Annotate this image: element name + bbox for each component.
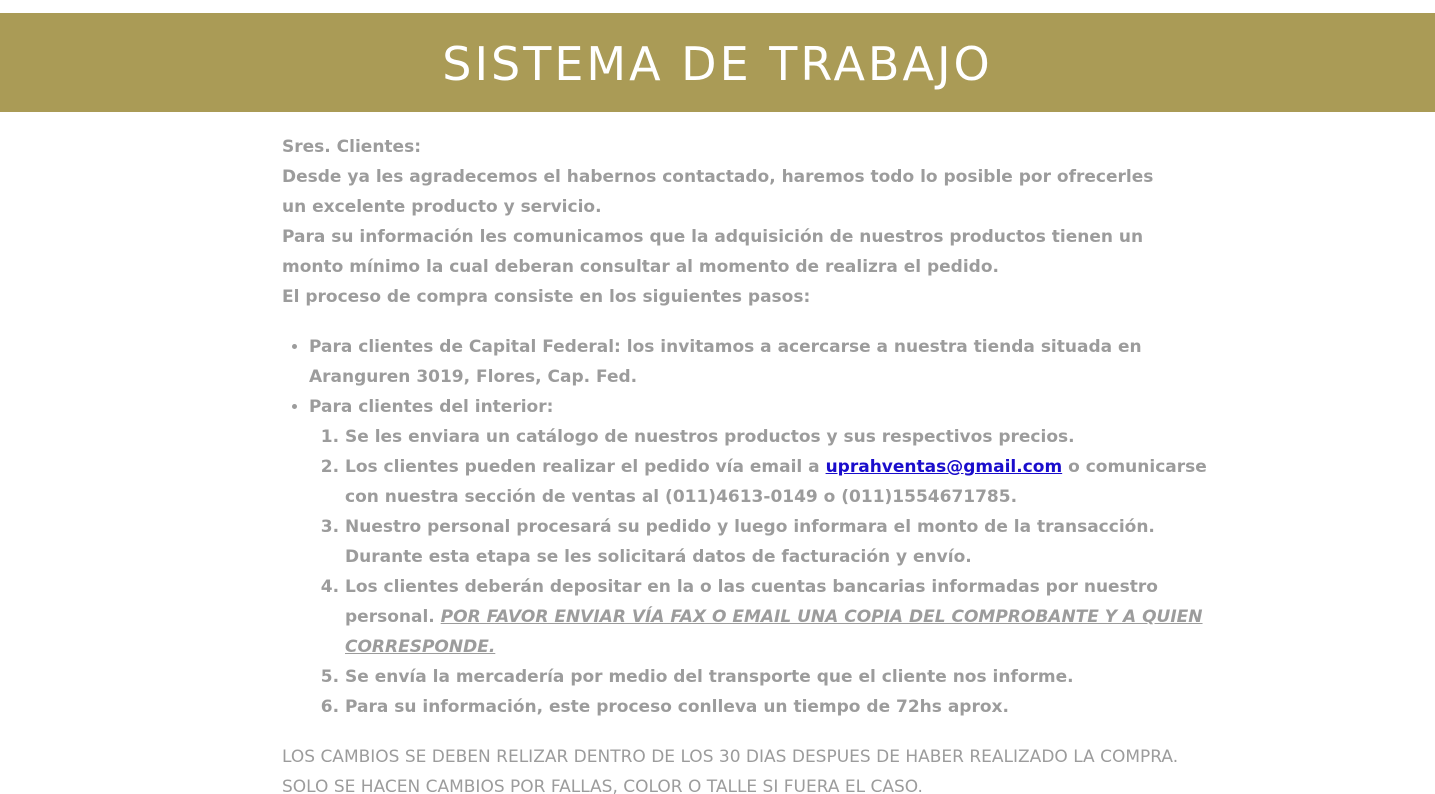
page-header-banner (0, 13, 1435, 112)
main-content (282, 132, 1212, 794)
page-title: SISTEMA DE TRABAJO (442, 36, 993, 91)
list-item-capital (309, 332, 1212, 392)
capital-clients-text: Para clientes de Capital Federal: los invitamos a acercarse a nuestra tienda situada en Aranguren 3019, Flores, Cap. Fed. (309, 337, 1142, 387)
email-link[interactable]: uprahventas@gmail.com (825, 457, 1063, 477)
interior-steps-list (309, 422, 1212, 722)
step-item-1 (345, 422, 1212, 452)
step-1-text: Se les enviara un catálogo de nuestros productos y sus respectivos precios. (345, 427, 1075, 447)
intro-section (282, 132, 1162, 312)
step-item-4 (345, 572, 1212, 662)
step-item-6 (345, 692, 1212, 722)
step-4-text: Los clientes deberán depositar en la o las cuentas bancarias informadas por nuestro personal. (345, 577, 1158, 627)
step-5-text: Se envía la mercadería por medio del transporte que el cliente nos informe. (345, 667, 1074, 687)
step-2-text-after: o comunicarse con nuestra sección de ventas al (011)4613-0149 o (011)1554671785. (345, 457, 1207, 507)
greeting-text: Sres. Clientes: (282, 137, 421, 157)
step-item-2 (345, 452, 1212, 512)
step-item-3 (345, 512, 1212, 572)
list-item-interior (309, 392, 1212, 722)
step-2-text-before: Los clientes pueden realizar el pedido vía email a (345, 457, 826, 477)
step-3-text: Nuestro personal procesará su pedido y luego informara el monto de la transacción. Durante esta etapa se les solicitará datos de facturación y envío. (345, 517, 1155, 567)
customer-type-list (282, 332, 1212, 722)
returns-line-1: LOS CAMBIOS SE DEBEN RELIZAR DENTRO DE LOS 30 DIAS DESPUES DE HABER REALIZADO LA COMPRA. (282, 747, 1179, 767)
process-intro-text: El proceso de compra consiste en los siguientes pasos: (282, 287, 811, 307)
returns-line-2: SOLO SE HACEN CAMBIOS POR FALLAS, COLOR O TALLE SI FUERA EL CASO. (282, 777, 923, 794)
step-item-5 (345, 662, 1212, 692)
fax-email-notice: POR FAVOR ENVIAR VÍA FAX O EMAIL UNA COPIA DEL COMPROBANTE Y A QUIEN CORRESPONDE. (345, 607, 1203, 657)
minimum-amount-text: Para su información les comunicamos que la adquisición de nuestros productos tienen un monto mínimo la cual deberan consultar al momento de realizra el pedido. (282, 227, 1144, 277)
thanks-text: Desde ya les agradecemos el habernos contactado, haremos todo lo posible por ofrecerles un excelente producto y servicio. (282, 167, 1154, 217)
interior-clients-label: Para clientes del interior: (309, 397, 554, 417)
step-6-text: Para su información, este proceso conlleva un tiempo de 72hs aprox. (345, 697, 1009, 717)
returns-policy (282, 742, 1212, 794)
